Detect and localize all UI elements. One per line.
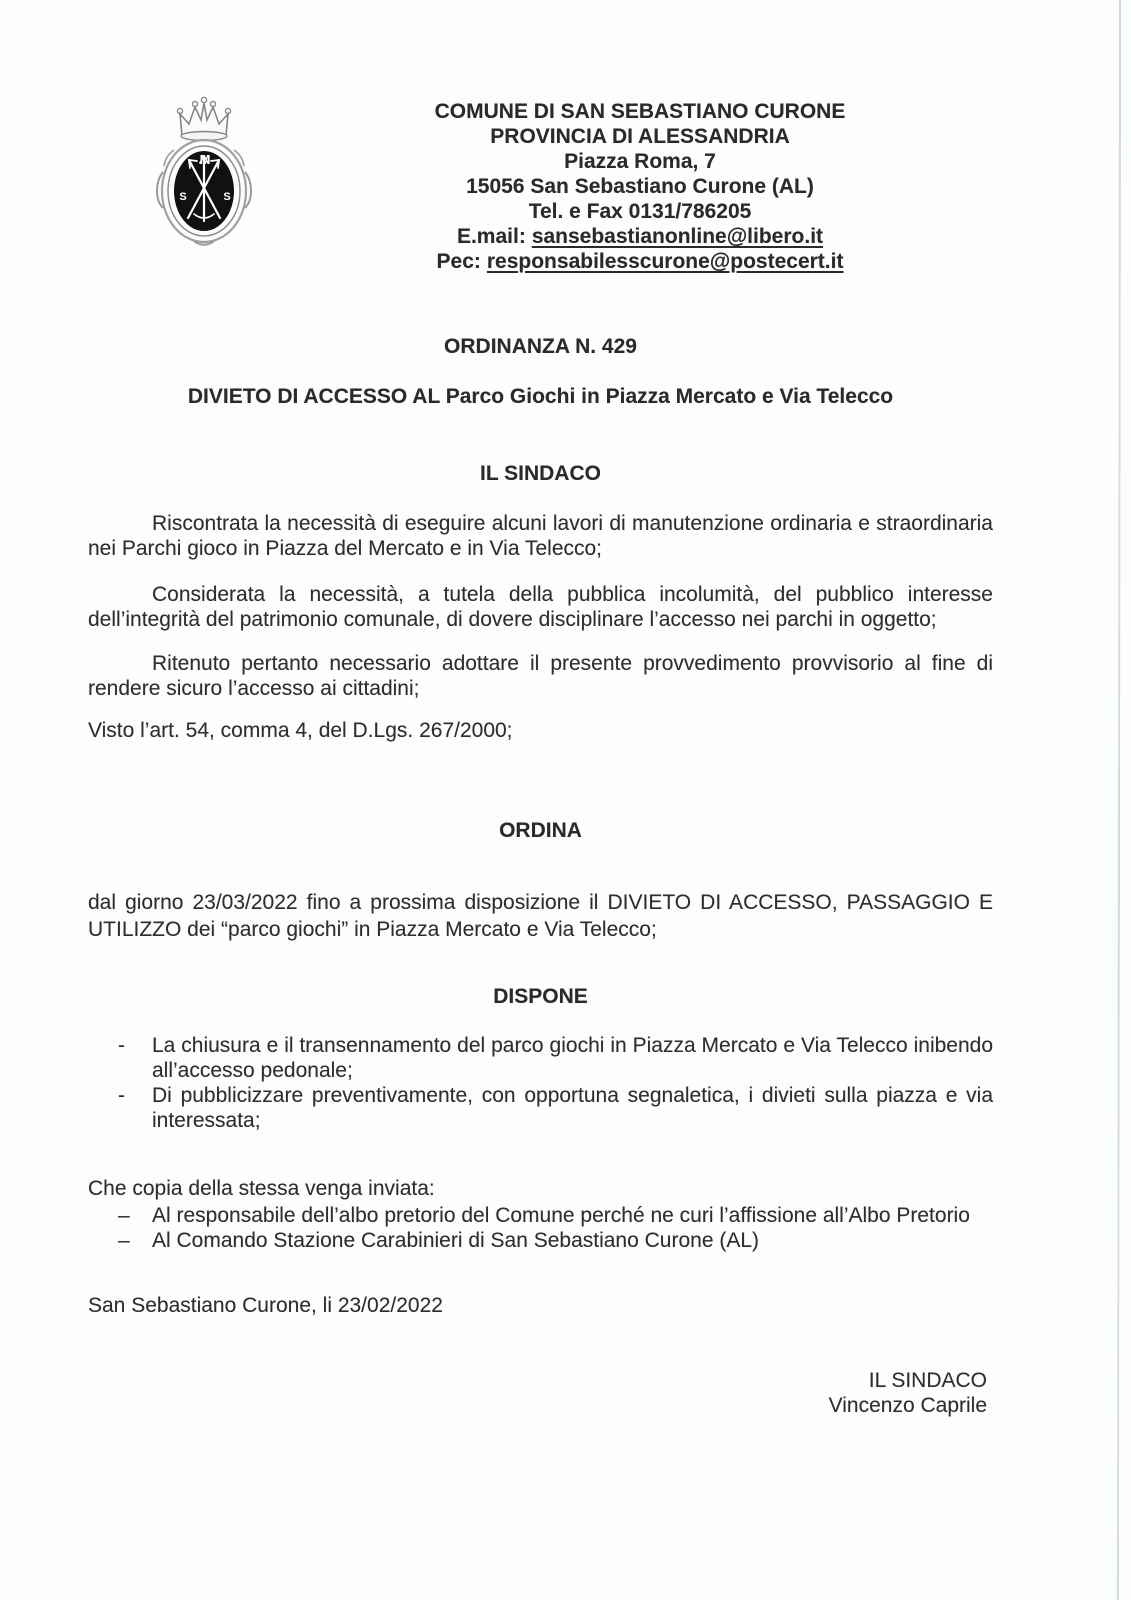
place-and-date: San Sebastiano Curone, li 23/02/2022 xyxy=(88,1294,443,1317)
dispone-heading: DISPONE xyxy=(493,985,588,1008)
svg-text:M: M xyxy=(199,152,211,167)
scan-artifact-line xyxy=(1117,0,1121,1600)
address-street: Piazza Roma, 7 xyxy=(564,150,716,173)
premise-paragraph: Riscontrata la necessità di eseguire alcuni lavori di manutenzione ordinaria e straordinaria nei Parchi gioco in Piazza del Mercato e in Via Telecco; xyxy=(88,512,993,560)
distribution-intro: Che copia della stessa venga inviata: xyxy=(88,1177,435,1200)
svg-text:S: S xyxy=(223,191,231,203)
dash-marker: - xyxy=(118,1034,125,1057)
premise-paragraph: Ritenuto pertanto necessario adottare il presente provvedimento provvisorio al fine di rendere sicuro l’accesso ai cittadini; xyxy=(88,652,993,700)
phone-fax: Tel. e Fax 0131/786205 xyxy=(528,200,752,223)
ordinance-title: DIVIETO DI ACCESSO AL Parco Giochi in Piazza Mercato e Via Telecco xyxy=(187,385,894,408)
commune-name: COMUNE DI SAN SEBASTIANO CURONE xyxy=(434,100,846,123)
signature-block xyxy=(88,1368,993,1418)
list-item: - Di pubblicizzare preventivamente, con opportuna segnaletica, i divieti sulla piazza e via interessata; xyxy=(118,1084,993,1132)
list-item: – Al Comando Stazione Carabinieri di San Sebastiano Curone (AL) xyxy=(118,1229,760,1252)
ordinance-number-heading: ORDINANZA N. 429 xyxy=(444,335,637,358)
legal-reference: Visto l’art. 54, comma 4, del D.Lgs. 267/2000; xyxy=(88,719,513,742)
dash-marker: - xyxy=(118,1084,125,1107)
dash-marker: – xyxy=(118,1204,130,1227)
document-body xyxy=(88,0,993,1418)
signature-role: IL SINDACO xyxy=(868,1369,987,1392)
dispone-list xyxy=(88,1033,993,1133)
list-item: – Al responsabile dell’albo pretorio del Comune perché ne curi l’affissione all’Albo Pretorio xyxy=(118,1204,970,1227)
dash-marker: – xyxy=(118,1229,130,1252)
email-link[interactable]: sansebastianonline@libero.it xyxy=(531,225,824,248)
premise-paragraph: Considerata la necessità, a tutela della pubblica incolumità, del pubblico interesse dell’integrità del patrimonio comunale, di dovere disciplinare l’accesso nei parchi in oggetto; xyxy=(88,583,993,631)
issuer-heading: IL SINDACO xyxy=(480,462,601,485)
distribution-list xyxy=(88,1203,993,1253)
svg-text:S: S xyxy=(179,191,187,203)
pec-link[interactable]: responsabilesscurone@postecert.it xyxy=(486,250,844,273)
ordina-text: dal giorno 23/03/2022 fino a prossima disposizione il DIVIETO DI ACCESSO, PASSAGGIO E UTILIZZO dei “parco giochi” in Piazza Mercato e Via Telecco; xyxy=(88,891,993,941)
list-item: - La chiusura e il transennamento del parco giochi in Piazza Mercato e Via Telecco inibendo all’accesso pedonale; xyxy=(118,1034,993,1082)
ordina-heading: ORDINA xyxy=(499,819,582,842)
pec-label: Pec: xyxy=(436,250,481,273)
province-name: PROVINCIA DI ALESSANDRIA xyxy=(490,125,790,148)
email-label: E.mail: xyxy=(456,225,526,248)
address-city: 15056 San Sebastiano Curone (AL) xyxy=(466,175,814,198)
signature-name: Vincenzo Caprile xyxy=(828,1394,987,1417)
